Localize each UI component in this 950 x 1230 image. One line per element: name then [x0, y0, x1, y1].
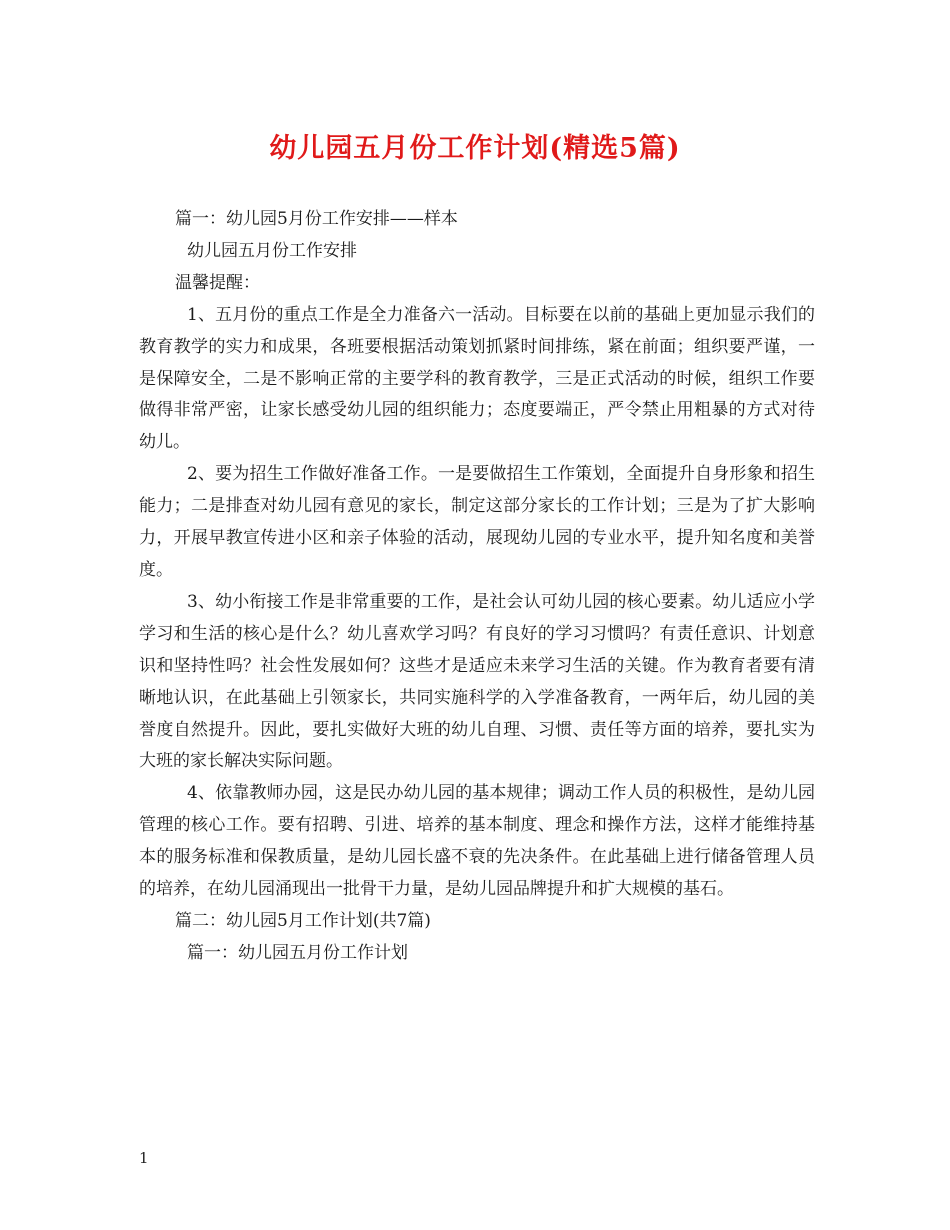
section1-heading: 篇一：幼儿园5月份工作安排——样本 — [175, 209, 458, 229]
page-number: 1 — [139, 1149, 149, 1167]
paragraph-1: 1、五月份的重点工作是全力准备六一活动。目标要在以前的基础上更加显示我们的教育教学的实力和成果，各班要根据活动策划抓紧时间排练，紧在前面；组织要严谨，一是保障安全，二是不影响正常的主要学科的教育教学，三是正式活动的时候，组织工作要做得非常严密，让家长感受幼儿园的组织能力；态度要端正，严令禁止用粗暴的方式对待幼儿。 — [139, 304, 815, 453]
paragraph-4: 4、依靠教师办园，这是民办幼儿园的基本规律；调动工作人员的积极性，是幼儿园管理的核心工作。要有招聘、引进、培养的基本制度、理念和操作方法，这样才能维持基本的服务标准和保教质量，是幼儿园长盛不衰的先决条件。在此基础上进行储备管理人员的培养，在幼儿园涌现出一批骨干力量，是幼儿园品牌提升和扩大规模的基石。 — [139, 783, 815, 900]
section2-heading: 篇二：幼儿园5月工作计划(共7篇) — [175, 910, 431, 931]
paragraph-2: 2、要为招生工作做好准备工作。一是要做招生工作策划，全面提升自身形象和招生能力；二是排查对幼儿园有意见的家长，制定这部分家长的工作计划；三是为了扩大影响力，开展早教宣传进小区和亲子体验的活动，展现幼儿园的专业水平，提升知名度和美誉度。 — [139, 464, 815, 580]
reminder-label: 温馨提醒： — [175, 272, 260, 293]
section1-subtitle: 幼儿园五月份工作安排 — [187, 240, 357, 261]
document-body — [139, 204, 815, 970]
document-title: 幼儿园五月份工作计划(精选5篇) — [269, 133, 681, 164]
paragraph-3: 3、幼小衔接工作是非常重要的工作，是社会认可幼儿园的核心要素。幼儿适应小学学习和生活的核心是什么？幼儿喜欢学习吗？有良好的学习习惯吗？有责任意识、计划意识和坚持性吗？社会性发展如何？这些才是适应未来学习生活的关键。作为教育者要有清晰地认识，在此基础上引领家长，共同实施科学的入学准备教育，一两年后，幼儿园的美誉度自然提升。因此，要扎实做好大班的幼儿自理、习惯、责任等方面的培养，要扎实为大班的家长解决实际问题。 — [139, 591, 815, 772]
section2-subtitle: 篇一：幼儿园五月份工作计划 — [187, 942, 408, 963]
